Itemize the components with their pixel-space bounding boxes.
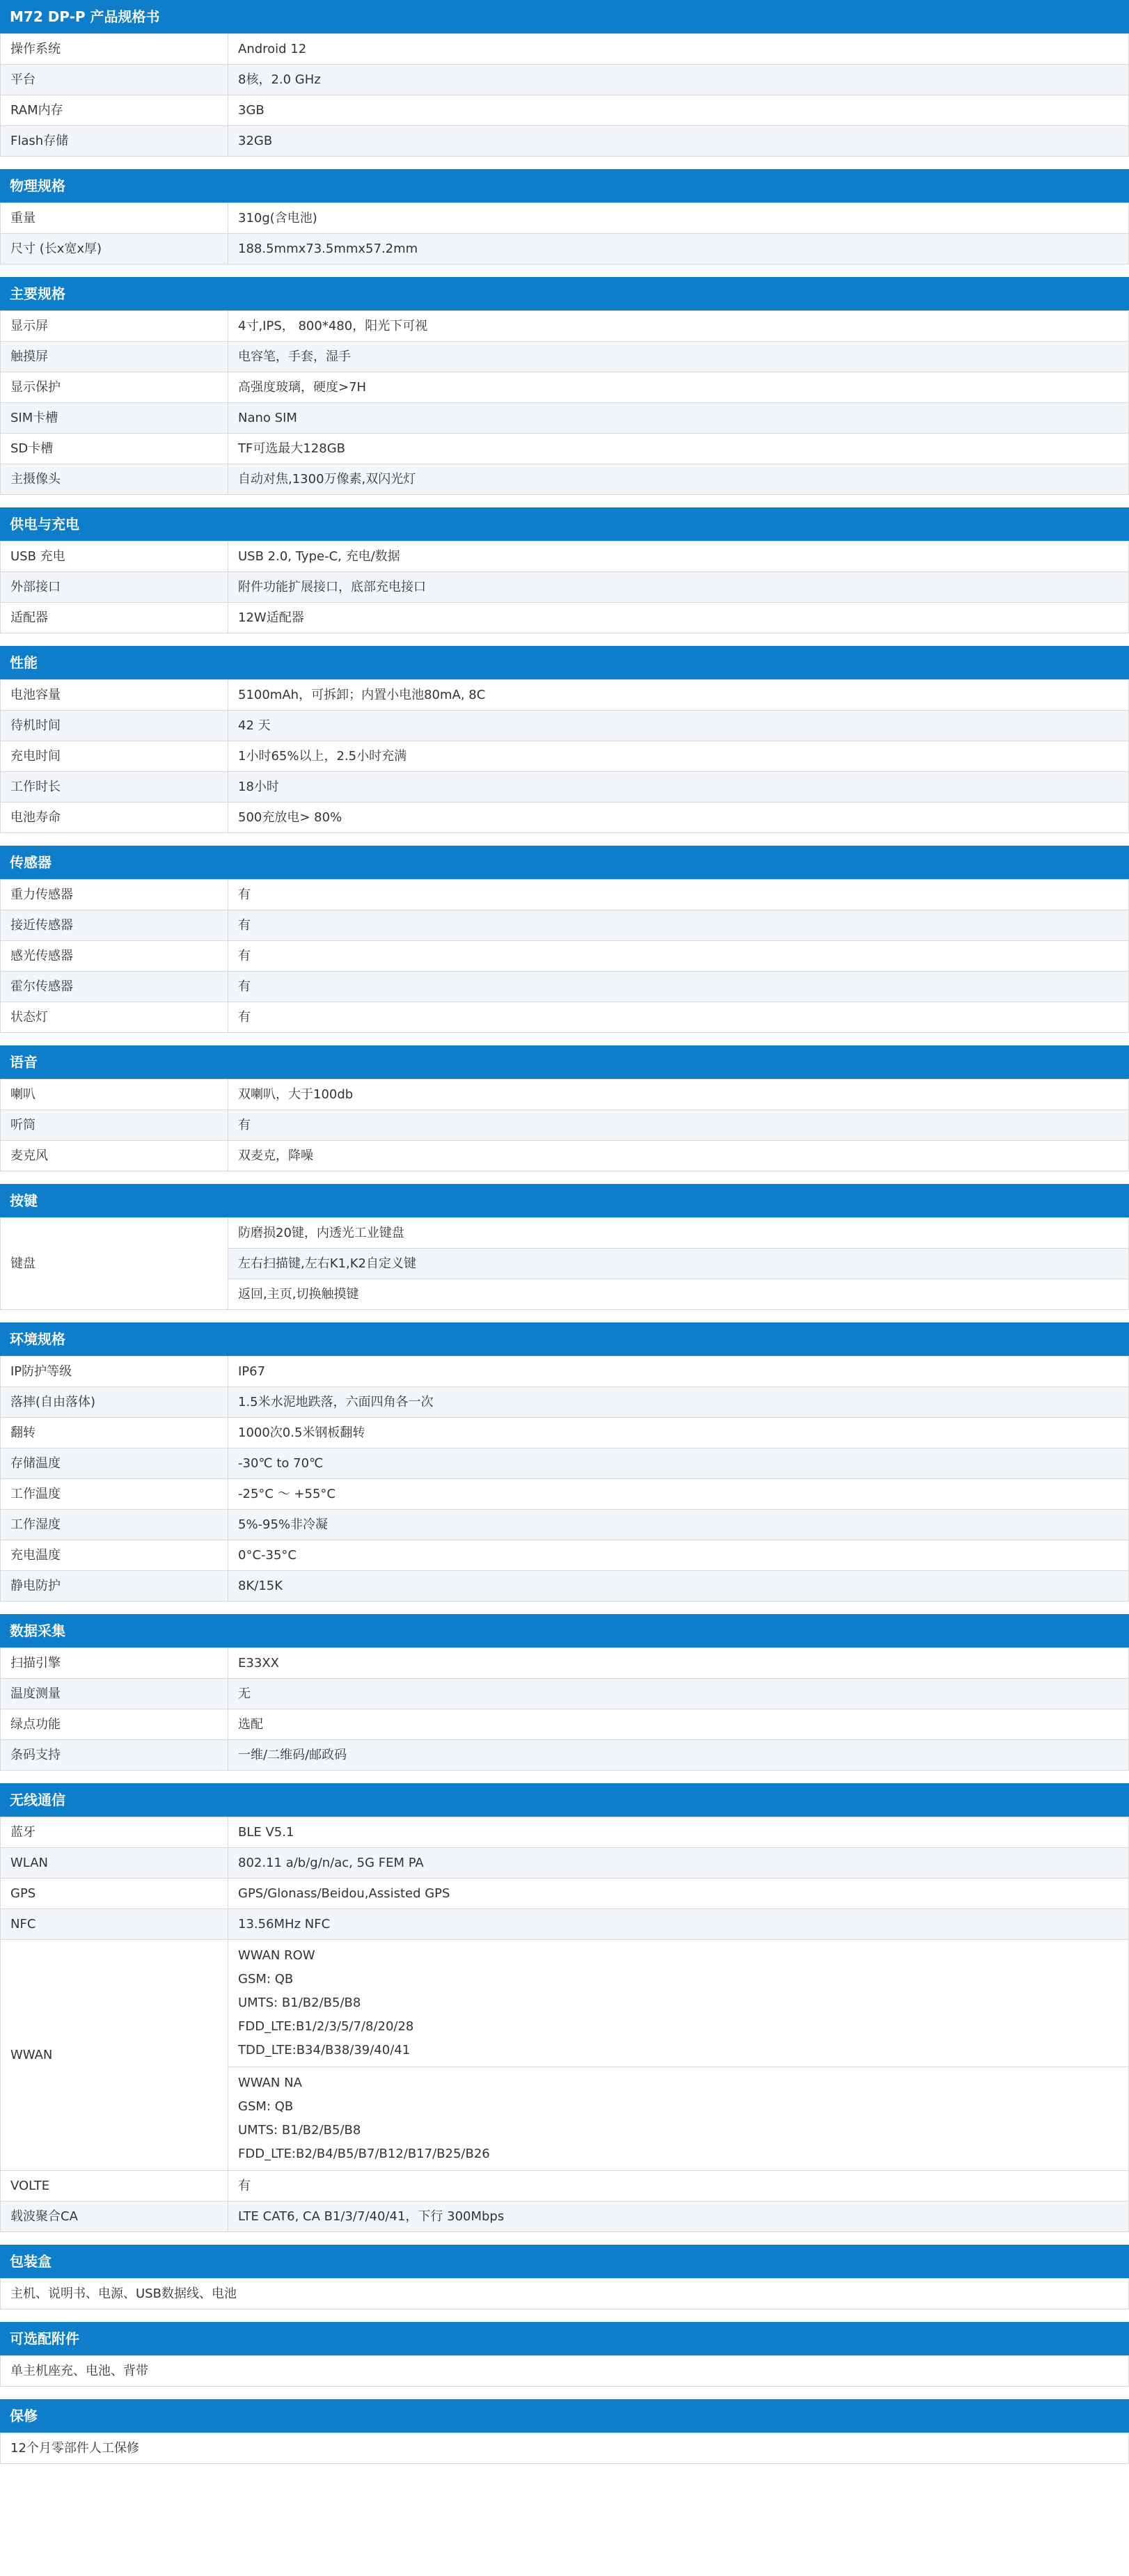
spec-label: 听筒 <box>1 1110 228 1141</box>
section-divider <box>0 833 1129 846</box>
spec-value-line: GSM: QB <box>238 1972 294 1986</box>
spec-value: 有 <box>228 1110 1129 1141</box>
spec-value: 有 <box>228 2171 1129 2202</box>
table-row <box>1 1679 1129 1709</box>
table-row <box>1 741 1129 772</box>
spec-label: 重量 <box>1 203 228 234</box>
spec-label: 重力传感器 <box>1 880 228 910</box>
table-row <box>1 2433 1129 2464</box>
spec-label: NFC <box>1 1909 228 1940</box>
table-row <box>1 1540 1129 1571</box>
spec-value: 有 <box>228 941 1129 972</box>
spec-label: RAM内存 <box>1 95 228 126</box>
table-row <box>1 1817 1129 1848</box>
section-divider <box>0 264 1129 277</box>
spec-value: 32GB <box>228 126 1129 157</box>
spec-value: 有 <box>228 880 1129 910</box>
spec-value-line: FDD_LTE:B2/B4/B5/B7/B12/B17/B25/B26 <box>238 2147 490 2161</box>
spec-section <box>0 169 1129 264</box>
spec-label: IP防护等级 <box>1 1357 228 1387</box>
table-row <box>1 403 1129 434</box>
spec-value: 有 <box>228 972 1129 1002</box>
spec-value: 有 <box>228 910 1129 941</box>
section-divider <box>0 2232 1129 2245</box>
table-row <box>1 1940 1129 2067</box>
spec-section <box>0 507 1129 633</box>
table-row <box>1 1648 1129 1679</box>
table-row <box>1 603 1129 633</box>
spec-section <box>0 1614 1129 1771</box>
spec-value: 左右扫描键,左右K1,K2自定义键 <box>228 1249 1129 1279</box>
table-row <box>1 542 1129 572</box>
spec-value: LTE CAT6, CA B1/3/7/40/41，下行 300Mbps <box>228 2202 1129 2232</box>
spec-table <box>0 203 1129 264</box>
section-divider <box>0 1033 1129 1045</box>
spec-label: 温度测量 <box>1 1679 228 1709</box>
table-row <box>1 1909 1129 1940</box>
spec-label: SD卡槽 <box>1 434 228 464</box>
table-row <box>1 1848 1129 1879</box>
table-row <box>1 1448 1129 1479</box>
table-row <box>1 972 1129 1002</box>
spec-label: 充电温度 <box>1 1540 228 1571</box>
table-row <box>1 1879 1129 1909</box>
spec-value: 4寸,IPS， 800*480，阳光下可视 <box>228 311 1129 342</box>
section-title: M72 DP-P 产品规格书 <box>0 0 1129 33</box>
spec-label: 接近传感器 <box>1 910 228 941</box>
spec-section <box>0 2322 1129 2387</box>
spec-value: TF可选最大128GB <box>228 434 1129 464</box>
table-row <box>1 95 1129 126</box>
section-title: 传感器 <box>0 846 1129 879</box>
spec-value: -25°C ～ +55°C <box>228 1479 1129 1510</box>
spec-label: 外部接口 <box>1 572 228 603</box>
spec-table <box>0 541 1129 633</box>
spec-value: 500充放电> 80% <box>228 803 1129 833</box>
spec-table <box>0 310 1129 495</box>
spec-label: 电池容量 <box>1 680 228 711</box>
table-row <box>1 1357 1129 1387</box>
spec-label: 键盘 <box>1 1218 228 1310</box>
spec-value: 高强度玻璃，硬度>7H <box>228 372 1129 403</box>
spec-value: 5100mAh，可拆卸；内置小电池80mA, 8C <box>228 680 1129 711</box>
table-row <box>1 803 1129 833</box>
table-row <box>1 203 1129 234</box>
table-row <box>1 2171 1129 2202</box>
spec-label: USB 充电 <box>1 542 228 572</box>
spec-value: 单主机座充、电池、背带 <box>1 2356 1129 2387</box>
table-row <box>1 311 1129 342</box>
spec-section <box>0 1184 1129 1310</box>
spec-section <box>0 1322 1129 1602</box>
spec-label: 绿点功能 <box>1 1709 228 1740</box>
spec-value: -30℃ to 70℃ <box>228 1448 1129 1479</box>
spec-label: 蓝牙 <box>1 1817 228 1848</box>
spec-value: 1000次0.5米钢板翻转 <box>228 1418 1129 1448</box>
spec-label: Flash存储 <box>1 126 228 157</box>
spec-value: Android 12 <box>228 34 1129 65</box>
spec-value-line: GSM: QB <box>238 2099 294 2114</box>
section-divider <box>0 1171 1129 1184</box>
table-row <box>1 1740 1129 1771</box>
table-row <box>1 126 1129 157</box>
spec-section <box>0 1045 1129 1171</box>
spec-value: 12个月零部件人工保修 <box>1 2433 1129 2464</box>
table-row <box>1 1709 1129 1740</box>
table-row <box>1 434 1129 464</box>
spec-section <box>0 646 1129 833</box>
spec-label: 适配器 <box>1 603 228 633</box>
spec-label: 落摔(自由落体) <box>1 1387 228 1418</box>
spec-value: 5%-95%非冷凝 <box>228 1510 1129 1540</box>
spec-table <box>0 2433 1129 2464</box>
spec-table <box>0 1356 1129 1602</box>
spec-value: 42 天 <box>228 711 1129 741</box>
spec-value: IP67 <box>228 1357 1129 1387</box>
table-row <box>1 2202 1129 2232</box>
section-divider <box>0 157 1129 169</box>
spec-label: 喇叭 <box>1 1080 228 1110</box>
table-row <box>1 372 1129 403</box>
table-row <box>1 572 1129 603</box>
section-title: 性能 <box>0 646 1129 679</box>
spec-value: 1小时65%以上，2.5小时充满 <box>228 741 1129 772</box>
spec-label: 霍尔传感器 <box>1 972 228 1002</box>
section-divider <box>0 495 1129 507</box>
spec-table <box>0 1817 1129 2232</box>
spec-value: 双喇叭，大于100db <box>228 1080 1129 1110</box>
spec-value: BLE V5.1 <box>228 1817 1129 1848</box>
section-title: 按键 <box>0 1184 1129 1217</box>
spec-label: 充电时间 <box>1 741 228 772</box>
table-row <box>1 880 1129 910</box>
table-row <box>1 65 1129 95</box>
spec-label: 扫描引擎 <box>1 1648 228 1679</box>
spec-label: 操作系统 <box>1 34 228 65</box>
spec-table <box>0 1647 1129 1771</box>
spec-label: VOLTE <box>1 2171 228 2202</box>
table-row <box>1 711 1129 741</box>
spec-value-line: UMTS: B1/B2/B5/B8 <box>238 2123 361 2138</box>
spec-value: 8核，2.0 GHz <box>228 65 1129 95</box>
spec-value: 18小时 <box>228 772 1129 803</box>
spec-label: 感光传感器 <box>1 941 228 972</box>
spec-value-line: TDD_LTE:B34/B38/39/40/41 <box>238 2043 411 2057</box>
spec-value-line: WWAN NA <box>238 2076 302 2090</box>
spec-label: 显示屏 <box>1 311 228 342</box>
spec-table <box>0 1217 1129 1310</box>
table-row <box>1 1218 1129 1249</box>
spec-label: 显示保护 <box>1 372 228 403</box>
spec-value: 8K/15K <box>228 1571 1129 1602</box>
spec-value-line: WWAN ROW <box>238 1948 315 1963</box>
table-row <box>1 2279 1129 2309</box>
spec-label: 工作湿度 <box>1 1510 228 1540</box>
table-row <box>1 342 1129 372</box>
table-row <box>1 772 1129 803</box>
spec-section <box>0 2245 1129 2309</box>
spec-value: USB 2.0, Type-C, 充电/数据 <box>228 542 1129 572</box>
section-divider <box>0 1771 1129 1783</box>
spec-value-block <box>228 1940 1129 2067</box>
table-row <box>1 1080 1129 1110</box>
table-row <box>1 910 1129 941</box>
table-row <box>1 941 1129 972</box>
table-row <box>1 1510 1129 1540</box>
spec-value: 3GB <box>228 95 1129 126</box>
spec-value: 主机、说明书、电源、USB数据线、电池 <box>1 2279 1129 2309</box>
section-divider <box>0 633 1129 646</box>
section-divider <box>0 2387 1129 2399</box>
spec-value: 有 <box>228 1002 1129 1033</box>
spec-value: E33XX <box>228 1648 1129 1679</box>
spec-table <box>0 879 1129 1033</box>
spec-table <box>0 2355 1129 2387</box>
spec-value-line: UMTS: B1/B2/B5/B8 <box>238 1996 361 2010</box>
table-row <box>1 234 1129 264</box>
section-divider <box>0 2309 1129 2322</box>
spec-label: 麦克风 <box>1 1141 228 1171</box>
table-row <box>1 1479 1129 1510</box>
section-title: 环境规格 <box>0 1322 1129 1356</box>
spec-label: 条码支持 <box>1 1740 228 1771</box>
spec-value: 12W适配器 <box>228 603 1129 633</box>
table-row <box>1 1002 1129 1033</box>
spec-value: 0°C-35°C <box>228 1540 1129 1571</box>
spec-value: 无 <box>228 1679 1129 1709</box>
section-title: 物理规格 <box>0 169 1129 203</box>
spec-label: 存储温度 <box>1 1448 228 1479</box>
section-title: 包装盒 <box>0 2245 1129 2278</box>
spec-value: 电容笔，手套，湿手 <box>228 342 1129 372</box>
spec-value: 802.11 a/b/g/n/ac, 5G FEM PA <box>228 1848 1129 1879</box>
spec-label: 尺寸 (长x宽x厚) <box>1 234 228 264</box>
spec-value: 双麦克，降噪 <box>228 1141 1129 1171</box>
spec-value: 附件功能扩展接口，底部充电接口 <box>228 572 1129 603</box>
spec-label: 载波聚合CA <box>1 2202 228 2232</box>
table-row <box>1 464 1129 495</box>
spec-value: 310g(含电池) <box>228 203 1129 234</box>
spec-label: SIM卡槽 <box>1 403 228 434</box>
spec-value: 防磨损20键，内透光工业键盘 <box>228 1218 1129 1249</box>
spec-value: 返回,主页,切换触摸键 <box>228 1279 1129 1310</box>
table-row <box>1 680 1129 711</box>
spec-label: 状态灯 <box>1 1002 228 1033</box>
spec-label: 主摄像头 <box>1 464 228 495</box>
section-title: 无线通信 <box>0 1783 1129 1817</box>
spec-value: 1.5米水泥地跌落，六面四角各一次 <box>228 1387 1129 1418</box>
table-row <box>1 1571 1129 1602</box>
spec-section <box>0 277 1129 495</box>
spec-value: GPS/Glonass/Beidou,Assisted GPS <box>228 1879 1129 1909</box>
table-row <box>1 34 1129 65</box>
spec-label: 工作时长 <box>1 772 228 803</box>
section-title: 语音 <box>0 1045 1129 1079</box>
table-row <box>1 1387 1129 1418</box>
spec-table <box>0 679 1129 833</box>
spec-value: Nano SIM <box>228 403 1129 434</box>
section-divider <box>0 1310 1129 1322</box>
section-title: 保修 <box>0 2399 1129 2433</box>
table-row <box>1 1141 1129 1171</box>
spec-label: GPS <box>1 1879 228 1909</box>
spec-section <box>0 2399 1129 2464</box>
section-title: 可选配附件 <box>0 2322 1129 2355</box>
spec-value-block <box>228 2067 1129 2171</box>
spec-label: 电池寿命 <box>1 803 228 833</box>
spec-label: 平台 <box>1 65 228 95</box>
table-row <box>1 2356 1129 2387</box>
spec-value: 188.5mmx73.5mmx57.2mm <box>228 234 1129 264</box>
spec-section <box>0 846 1129 1033</box>
spec-table <box>0 33 1129 157</box>
spec-label: WWAN <box>1 1940 228 2171</box>
spec-value: 选配 <box>228 1709 1129 1740</box>
section-divider <box>0 1602 1129 1614</box>
spec-table <box>0 2278 1129 2309</box>
section-title: 主要规格 <box>0 277 1129 310</box>
spec-value: 13.56MHz NFC <box>228 1909 1129 1940</box>
spec-label: 静电防护 <box>1 1571 228 1602</box>
section-title: 供电与充电 <box>0 507 1129 541</box>
table-row <box>1 1418 1129 1448</box>
spec-section <box>0 1783 1129 2232</box>
spec-value-line: FDD_LTE:B1/2/3/5/7/8/20/28 <box>238 2019 414 2034</box>
table-row <box>1 1110 1129 1141</box>
spec-label: 工作温度 <box>1 1479 228 1510</box>
spec-label: 翻转 <box>1 1418 228 1448</box>
spec-label: WLAN <box>1 1848 228 1879</box>
spec-label: 待机时间 <box>1 711 228 741</box>
spec-label: 触摸屏 <box>1 342 228 372</box>
spec-value: 自动对焦,1300万像素,双闪光灯 <box>228 464 1129 495</box>
spec-table <box>0 1079 1129 1171</box>
section-title: 数据采集 <box>0 1614 1129 1647</box>
spec-section <box>0 0 1129 157</box>
spec-value: 一维/二维码/邮政码 <box>228 1740 1129 1771</box>
